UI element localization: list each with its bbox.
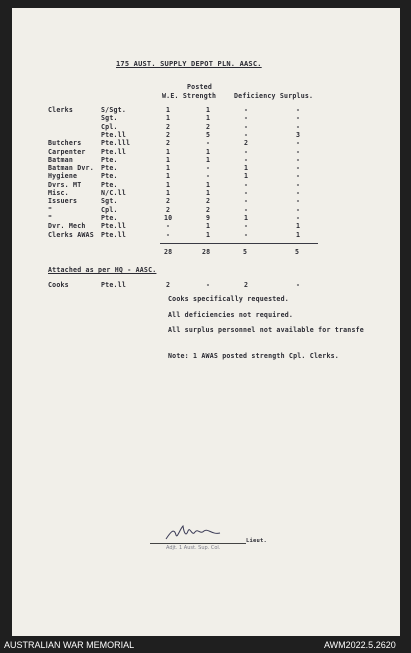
signature-block <box>150 523 280 553</box>
row-surplus: - <box>296 213 301 222</box>
row-role: Misc. <box>48 189 69 197</box>
row-rank: Pte.ll <box>101 222 127 231</box>
note-2: All deficiencies not required. <box>168 311 294 319</box>
row-rank: Cpl. <box>101 122 118 131</box>
row-role: Batman Dvr. <box>48 164 94 173</box>
signature-scribble-icon <box>164 523 224 543</box>
header-posted: Posted <box>187 83 213 91</box>
row-deficiency: - <box>244 106 249 114</box>
row-deficiency: - <box>244 197 249 206</box>
row-posted: 1 <box>206 155 211 164</box>
archive-footer <box>0 636 411 653</box>
total-we: 28 <box>164 248 173 256</box>
row-role: " <box>48 205 53 214</box>
total-deficiency: 5 <box>243 248 248 256</box>
row-role: Butchers <box>48 139 82 148</box>
footnote: Note: 1 AWAS posted strength Cpl. Clerks. <box>168 352 339 360</box>
row-rank: Pte.ll <box>101 147 127 156</box>
row-we: 1 <box>166 147 171 156</box>
row-deficiency: - <box>244 205 249 214</box>
lieut-label: Lieut. <box>246 538 268 544</box>
row-role: Dvrs. MT <box>48 180 82 189</box>
row-surplus: 1 <box>296 222 301 231</box>
row-posted: 1 <box>206 230 211 239</box>
header-deficiency-surplus: Deficiency Surplus. <box>234 92 314 100</box>
footer-accession-number: AWM2022.5.2620 <box>324 640 396 650</box>
row-surplus: - <box>296 139 301 148</box>
header-we-strength: W.E. Strength <box>162 92 217 100</box>
row-we: - <box>166 222 171 231</box>
row-surplus: - <box>296 122 301 131</box>
row-we: 1 <box>166 164 171 173</box>
row-surplus: 3 <box>296 130 301 139</box>
attached-we: 2 <box>166 281 171 289</box>
row-posted: - <box>206 139 211 148</box>
row-rank: Pte. <box>101 172 118 181</box>
row-rank: Pte.ll <box>101 230 127 239</box>
row-deficiency: - <box>244 155 249 164</box>
row-rank: Pte. <box>101 164 118 173</box>
signature-line <box>150 543 246 544</box>
row-role: " <box>48 213 53 222</box>
note-1: Cooks specifically requested. <box>168 295 289 303</box>
row-rank: Pte.ll <box>101 130 127 139</box>
row-posted: 1 <box>206 106 211 114</box>
row-we: 2 <box>166 205 171 214</box>
row-deficiency: - <box>244 222 249 231</box>
row-role: Issuers <box>48 197 78 206</box>
row-role: Clerks AWAS <box>48 230 94 239</box>
row-posted: 1 <box>206 147 211 156</box>
row-deficiency: - <box>244 180 249 189</box>
row-surplus: - <box>296 164 301 173</box>
row-role: Clerks <box>48 106 74 114</box>
row-surplus: 1 <box>296 230 301 239</box>
row-surplus: - <box>296 147 301 156</box>
row-rank: N/C.ll <box>101 189 127 197</box>
row-deficiency: 1 <box>244 213 249 222</box>
row-deficiency: - <box>244 130 249 139</box>
attached-posted: - <box>206 281 211 289</box>
row-rank: Sgt. <box>101 197 118 206</box>
row-surplus: - <box>296 114 301 123</box>
row-surplus: - <box>296 180 301 189</box>
row-rank: Pte. <box>101 155 118 164</box>
row-posted: 1 <box>206 189 211 197</box>
document-title: 175 AUST. SUPPLY DEPOT PLN. AASC. <box>116 60 262 68</box>
row-we: 1 <box>166 106 171 114</box>
attached-role: Cooks <box>48 281 69 289</box>
row-we: 2 <box>166 122 171 131</box>
document-page <box>12 8 400 636</box>
row-posted: - <box>206 172 211 181</box>
row-surplus: - <box>296 189 301 197</box>
row-we: 1 <box>166 172 171 181</box>
row-posted: 9 <box>206 213 211 222</box>
row-role: Carpenter <box>48 147 86 156</box>
row-rank: Sgt. <box>101 114 118 123</box>
attached-deficiency: 2 <box>244 281 249 289</box>
row-we: 10 <box>164 213 173 222</box>
row-rank: Pte. <box>101 180 118 189</box>
row-surplus: - <box>296 106 301 114</box>
row-posted: 1 <box>206 222 211 231</box>
row-role: Dvr. Mech <box>48 222 86 231</box>
row-surplus: - <box>296 205 301 214</box>
row-posted: 2 <box>206 205 211 214</box>
row-we: 1 <box>166 189 171 197</box>
row-we: 2 <box>166 130 171 139</box>
total-posted: 28 <box>202 248 211 256</box>
adjutant-stamp: Adjt. 1 Aust. Sup. Col. <box>166 545 221 551</box>
row-posted: 5 <box>206 130 211 139</box>
attached-rank: Pte.ll <box>101 281 127 289</box>
row-posted: 1 <box>206 180 211 189</box>
row-we: 1 <box>166 114 171 123</box>
row-deficiency: - <box>244 122 249 131</box>
row-deficiency: 2 <box>244 139 249 148</box>
row-surplus: - <box>296 172 301 181</box>
attached-surplus: - <box>296 281 301 289</box>
row-posted: 2 <box>206 122 211 131</box>
footer-institution: AUSTRALIAN WAR MEMORIAL <box>4 640 135 650</box>
row-deficiency: - <box>244 230 249 239</box>
row-deficiency: - <box>244 189 249 197</box>
row-rank: Pte.lll <box>101 139 131 148</box>
row-deficiency: - <box>244 147 249 156</box>
row-role: Batman <box>48 155 74 164</box>
row-we: 1 <box>166 155 171 164</box>
row-posted: 1 <box>206 114 211 123</box>
row-rank: Cpl. <box>101 205 118 214</box>
total-surplus: 5 <box>295 248 300 256</box>
row-surplus: - <box>296 155 301 164</box>
row-surplus: - <box>296 197 301 206</box>
row-posted: 2 <box>206 197 211 206</box>
row-posted: - <box>206 164 211 173</box>
row-deficiency: 1 <box>244 164 249 173</box>
row-we: - <box>166 230 171 239</box>
attached-heading: Attached as per HQ - AASC. <box>48 266 157 274</box>
row-we: 2 <box>166 139 171 148</box>
note-3: All surplus personnel not available for transfe <box>168 326 364 334</box>
row-rank: S/Sgt. <box>101 106 127 114</box>
row-we: 2 <box>166 197 171 206</box>
row-deficiency: 1 <box>244 172 249 181</box>
totals-rule <box>160 243 318 244</box>
row-role: Hygiene <box>48 172 78 181</box>
row-deficiency: - <box>244 114 249 123</box>
row-rank: Pte. <box>101 213 118 222</box>
row-we: 1 <box>166 180 171 189</box>
